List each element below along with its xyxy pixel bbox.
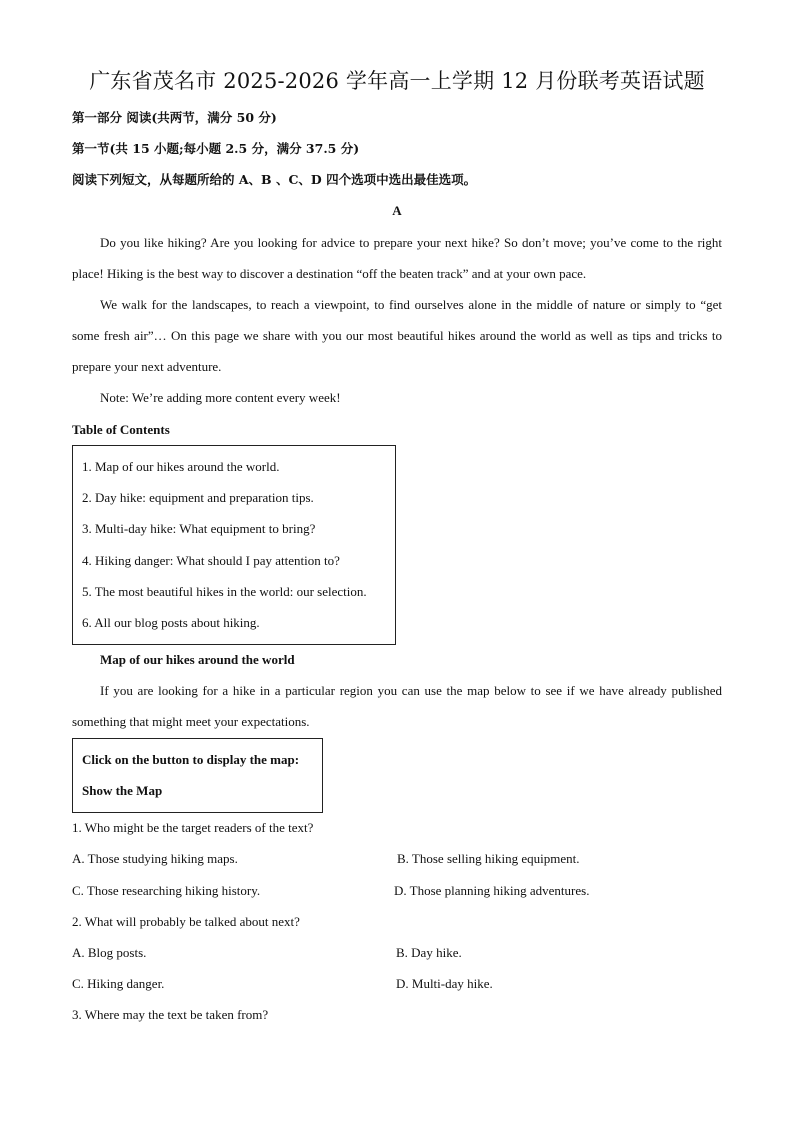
option-d: D. Those planning hiking adventures.: [394, 883, 590, 898]
passage-note: Note: We’re adding more content every week!: [100, 390, 341, 405]
option-a: A. Those studying hiking maps.: [72, 851, 238, 866]
toc-item: 3. Multi-day hike: What equipment to bring?: [82, 521, 316, 536]
option-b: B. Those selling hiking equipment.: [397, 851, 580, 866]
toc-heading: Table of Contents: [72, 422, 170, 437]
toc-item: 4. Hiking danger: What should I pay attention to?: [82, 553, 340, 568]
option-a: A. Blog posts.: [72, 945, 147, 960]
map-section-heading: Map of our hikes around the world: [100, 652, 295, 667]
question-stem: 1. Who might be the target readers of the text?: [72, 820, 314, 835]
passage-label: A: [392, 203, 402, 218]
page-title: 广东省茂名市 2025-2026 学年高一上学期 12 月份联考英语试题: [89, 69, 705, 93]
option-c: C. Those researching hiking history.: [72, 883, 261, 898]
subsection-heading: 第一节(共 15 小题;每小题 2.5 分，满分 37.5 分): [72, 141, 360, 156]
toc-item: 5. The most beautiful hikes in the world: our selection.: [82, 584, 367, 599]
passage-paragraph-1: Do you like hiking? Are you looking for advice to prepare your next hike? So don’t move; you’ve come to the right place! Hiking is the best way to discover a destination “off the beaten track” and at your own pace.: [72, 235, 722, 281]
toc-item: 6. All our blog posts about hiking.: [82, 615, 260, 630]
toc-item: 2. Day hike: equipment and preparation tips.: [82, 490, 314, 505]
option-d: D. Multi-day hike.: [396, 976, 493, 991]
question-stem: 3. Where may the text be taken from?: [72, 1007, 269, 1022]
question-stem: 2. What will probably be talked about next?: [72, 914, 300, 929]
instruction-text: 阅读下列短文，从每题所给的 A、B 、C、D 四个选项中选出最佳选项。: [72, 172, 477, 187]
map-box-label: Click on the button to display the map:: [82, 752, 300, 767]
part-heading: 第一部分 阅读(共两节，满分 50 分): [72, 110, 277, 125]
map-section-text: If you are looking for a hike in a particular region you can use the map below to see if we have already published something that might meet your expectations.: [72, 683, 722, 729]
show-map-button: Show the Map: [82, 783, 163, 798]
option-b: B. Day hike.: [396, 945, 462, 960]
option-c: C. Hiking danger.: [72, 976, 165, 991]
toc-item: 1. Map of our hikes around the world.: [82, 459, 280, 474]
table-of-contents-box: [72, 445, 396, 645]
passage-paragraph-2: We walk for the landscapes, to reach a viewpoint, to find ourselves alone in the middle of nature or simply to “get some fresh air”… On this page we share with you our most beautiful hikes around the world as well as tips and tricks to prepare your next adventure.: [72, 297, 722, 374]
map-box: [72, 738, 323, 813]
